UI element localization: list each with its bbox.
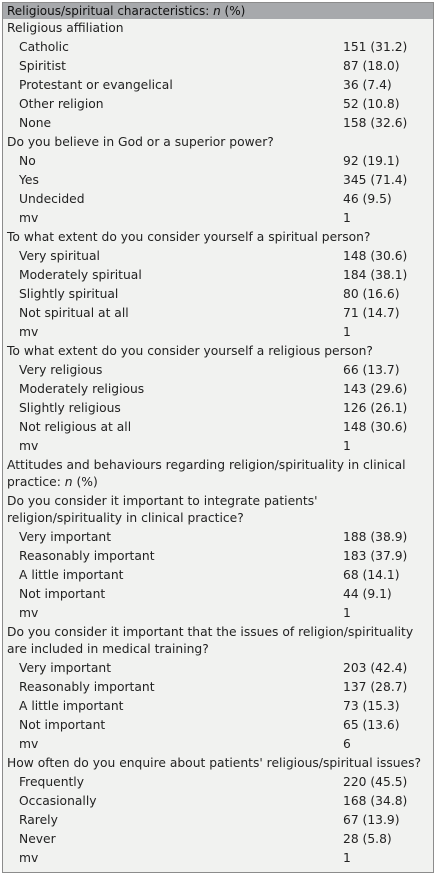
- count-value: 44 (9.1): [343, 587, 392, 601]
- option-label: Very important: [19, 661, 112, 675]
- count-value: 92 (19.1): [343, 154, 400, 168]
- count-value: 184 (38.1): [343, 268, 408, 282]
- option-row: [3, 437, 433, 456]
- count-value: 168 (34.8): [343, 794, 408, 808]
- option-row: [3, 399, 433, 418]
- question-label: How often do you enquire about patients' religious/spiritual issues?: [7, 756, 422, 770]
- option-row: [3, 95, 433, 114]
- count-value: 68 (14.1): [343, 568, 400, 582]
- count-value: 148 (30.6): [343, 249, 408, 263]
- count-value: 345 (71.4): [343, 173, 408, 187]
- option-row: [3, 604, 433, 623]
- option-label: No: [19, 154, 36, 168]
- count-value: 87 (18.0): [343, 59, 400, 73]
- count-value: 73 (15.3): [343, 699, 400, 713]
- table-body: [3, 19, 433, 868]
- count-value: 1: [343, 325, 351, 339]
- option-row: [3, 361, 433, 380]
- table-header: Religious/spiritual characteristics: n (%): [3, 3, 433, 19]
- option-label: Frequently: [19, 775, 85, 789]
- option-label: mv: [19, 606, 39, 620]
- option-label: mv: [19, 325, 39, 339]
- option-row: [3, 735, 433, 754]
- option-row: [3, 171, 433, 190]
- count-value: 65 (13.6): [343, 718, 400, 732]
- option-label: Moderately spiritual: [19, 268, 142, 282]
- option-row: [3, 585, 433, 604]
- count-value: 71 (14.7): [343, 306, 400, 320]
- question-label: Religious affiliation: [7, 21, 124, 35]
- option-label: Protestant or evangelical: [19, 78, 173, 92]
- option-label: Not important: [19, 587, 106, 601]
- option-row: [3, 418, 433, 437]
- option-label: Spiritist: [19, 59, 66, 73]
- option-label: Not important: [19, 718, 106, 732]
- option-row: [3, 57, 433, 76]
- option-row: [3, 266, 433, 285]
- question-row: [3, 342, 433, 361]
- count-value: 1: [343, 606, 351, 620]
- option-row: [3, 773, 433, 792]
- option-label: Occasionally: [19, 794, 97, 808]
- count-value: 203 (42.4): [343, 661, 408, 675]
- count-value: 46 (9.5): [343, 192, 392, 206]
- option-row: [3, 849, 433, 868]
- option-row: [3, 247, 433, 266]
- option-label: Slightly spiritual: [19, 287, 119, 301]
- option-row: [3, 152, 433, 171]
- option-label: Other religion: [19, 97, 104, 111]
- option-row: [3, 380, 433, 399]
- count-value: 143 (29.6): [343, 382, 408, 396]
- option-row: [3, 38, 433, 57]
- option-label: mv: [19, 737, 39, 751]
- option-label: Very religious: [19, 363, 103, 377]
- question-label: Do you believe in God or a superior power?: [7, 135, 274, 149]
- option-row: [3, 547, 433, 566]
- count-value: 6: [343, 737, 351, 751]
- option-label: Rarely: [19, 813, 58, 827]
- question-label: Do you consider it important that the issues of religion/spirituality are included in medical training?: [7, 625, 414, 656]
- option-row: [3, 659, 433, 678]
- question-label: To what extent do you consider yourself a spiritual person?: [7, 230, 371, 244]
- option-label: Moderately religious: [19, 382, 145, 396]
- option-label: Reasonably important: [19, 680, 155, 694]
- option-row: [3, 678, 433, 697]
- characteristics-table: [2, 2, 434, 873]
- option-label: Not spiritual at all: [19, 306, 129, 320]
- question-row: [3, 228, 433, 247]
- option-row: [3, 323, 433, 342]
- option-label: A little important: [19, 699, 124, 713]
- option-row: [3, 285, 433, 304]
- count-value: 66 (13.7): [343, 363, 400, 377]
- option-label: mv: [19, 439, 39, 453]
- question-row: [3, 456, 433, 492]
- count-value: 52 (10.8): [343, 97, 400, 111]
- option-row: [3, 792, 433, 811]
- count-value: 148 (30.6): [343, 420, 408, 434]
- option-row: [3, 304, 433, 323]
- option-row: [3, 528, 433, 547]
- question-label: Attitudes and behaviours regarding religion/spirituality in clinical practice: n (%): [7, 458, 406, 489]
- option-row: [3, 114, 433, 133]
- option-label: Yes: [19, 173, 39, 187]
- count-value: 1: [343, 211, 351, 225]
- count-value: 67 (13.9): [343, 813, 400, 827]
- question-row: [3, 492, 433, 528]
- count-value: 1: [343, 439, 351, 453]
- question-row: [3, 19, 433, 38]
- count-value: 80 (16.6): [343, 287, 400, 301]
- option-row: [3, 830, 433, 849]
- option-row: [3, 716, 433, 735]
- option-row: [3, 697, 433, 716]
- option-row: [3, 566, 433, 585]
- option-label: Very important: [19, 530, 112, 544]
- option-row: [3, 76, 433, 95]
- option-label: Never: [19, 832, 56, 846]
- question-row: [3, 754, 433, 773]
- question-row: [3, 133, 433, 152]
- question-row: [3, 623, 433, 659]
- count-value: 36 (7.4): [343, 78, 392, 92]
- option-label: A little important: [19, 568, 124, 582]
- question-label: Do you consider it important to integrate patients' religion/spirituality in clinical practice?: [7, 494, 318, 525]
- count-value: 220 (45.5): [343, 775, 408, 789]
- count-value: 126 (26.1): [343, 401, 408, 415]
- option-label: Very spiritual: [19, 249, 100, 263]
- option-row: [3, 811, 433, 830]
- option-label: None: [19, 116, 52, 130]
- option-row: [3, 190, 433, 209]
- count-value: 151 (31.2): [343, 40, 408, 54]
- option-label: mv: [19, 851, 39, 865]
- option-label: Undecided: [19, 192, 85, 206]
- option-label: Not religious at all: [19, 420, 132, 434]
- option-label: mv: [19, 211, 39, 225]
- question-label: To what extent do you consider yourself a religious person?: [7, 344, 373, 358]
- option-label: Catholic: [19, 40, 69, 54]
- option-row: [3, 209, 433, 228]
- option-label: Slightly religious: [19, 401, 121, 415]
- option-label: Reasonably important: [19, 549, 155, 563]
- count-value: 183 (37.9): [343, 549, 408, 563]
- count-value: 188 (38.9): [343, 530, 408, 544]
- count-value: 137 (28.7): [343, 680, 408, 694]
- count-value: 158 (32.6): [343, 116, 408, 130]
- count-value: 1: [343, 851, 351, 865]
- count-value: 28 (5.8): [343, 832, 392, 846]
